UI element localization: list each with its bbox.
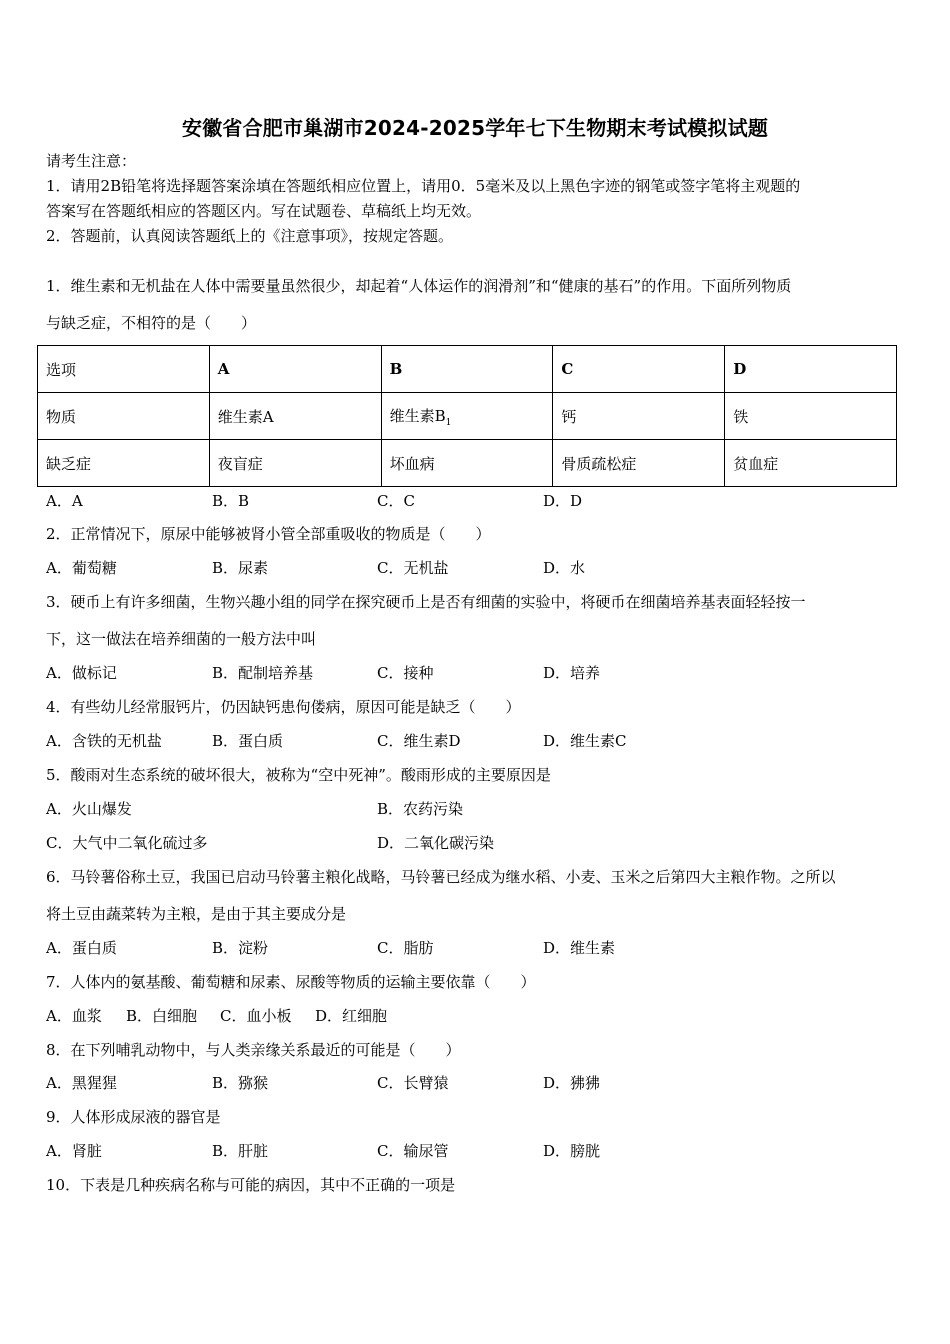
table-cell: C <box>553 346 725 393</box>
q8-stem: 8．在下列哺乳动物中，与人类亲缘关系最近的可能是（ ） <box>46 1041 461 1059</box>
table-cell: 夜盲症 <box>209 440 381 487</box>
q4-option-b: B．蛋白质 <box>212 732 284 750</box>
table-cell: 坏血病 <box>381 440 553 487</box>
q3-option-d: D．培养 <box>543 664 601 682</box>
q2-stem: 2．正常情况下，原尿中能够被肾小管全部重吸收的物质是（ ） <box>46 525 491 543</box>
q3-option-a: A．做标记 <box>46 664 117 682</box>
q9-option-c: C．输尿管 <box>377 1142 449 1160</box>
q6-option-c: C．脂肪 <box>377 939 434 957</box>
table-row <box>38 440 897 487</box>
q7-option-d: D．红细胞 <box>315 1007 388 1025</box>
q4-stem: 4．有些幼儿经常服钙片，仍因缺钙患佝偻病，原因可能是缺乏（ ） <box>46 698 521 716</box>
table-cell: 铁 <box>725 393 897 440</box>
q1-option-a: A．A <box>46 492 83 510</box>
q3-stem-line-1: 3．硬币上有许多细菌，生物兴趣小组的同学在探究硬币上是否有细菌的实验中，将硬币在细菌培养基表面轻轻按一 <box>46 593 806 611</box>
table-cell: 物质 <box>38 393 210 440</box>
table-cell <box>381 393 553 440</box>
q8-option-b: B．猕猴 <box>212 1074 269 1092</box>
q6-option-d: D．维生素 <box>543 939 616 957</box>
q1-table <box>37 345 897 487</box>
q6-stem-line-1: 6．马铃薯俗称土豆，我国已启动马铃薯主粮化战略，马铃薯已经成为继水稻、小麦、玉米之后第四大主粮作物。之所以 <box>46 868 836 886</box>
q5-stem: 5．酸雨对生态系统的破坏很大，被称为“空中死神”。酸雨形成的主要原因是 <box>46 766 551 784</box>
q5-option-d: D．二氧化碳污染 <box>377 834 495 852</box>
q7-option-b: B．白细胞 <box>126 1007 198 1025</box>
q7-stem: 7．人体内的氨基酸、葡萄糖和尿素、尿酸等物质的运输主要依靠（ ） <box>46 973 536 991</box>
notice-line-1: 1．请用2B铅笔将选择题答案涂填在答题纸相应位置上，请用0．5毫米及以上黑色字迹的钢笔或签字笔将主观题的 <box>46 177 801 195</box>
q8-option-a: A．黑猩猩 <box>46 1074 117 1092</box>
q2-option-a: A．葡萄糖 <box>46 559 117 577</box>
q1-option-c: C．C <box>377 492 415 510</box>
subscript: 1 <box>445 417 452 428</box>
q9-option-b: B．肝脏 <box>212 1142 269 1160</box>
q2-option-d: D．水 <box>543 559 586 577</box>
q8-option-d: D．狒狒 <box>543 1074 601 1092</box>
q7-option-c: C．血小板 <box>220 1007 292 1025</box>
notice-line-2: 答案写在答题纸相应的答题区内。写在试题卷、草稿纸上均无效。 <box>46 202 482 220</box>
table-cell: 贫血症 <box>725 440 897 487</box>
q4-option-a: A．含铁的无机盐 <box>46 732 162 750</box>
q2-option-b: B．尿素 <box>212 559 269 577</box>
q7-option-a: A．血浆 <box>46 1007 102 1025</box>
q5-option-c: C．大气中二氧化硫过多 <box>46 834 208 852</box>
cell-text: 维生素B <box>389 406 446 425</box>
q4-option-d: D．维生素C <box>543 732 627 750</box>
q10-stem: 10．下表是几种疾病名称与可能的病因，其中不正确的一项是 <box>46 1176 456 1194</box>
q6-stem-line-2: 将土豆由蔬菜转为主粮，是由于其主要成分是 <box>46 905 347 923</box>
table-cell: 钙 <box>553 393 725 440</box>
page-title: 安徽省合肥市巢湖市2024-2025学年七下生物期末考试模拟试题 <box>181 116 769 140</box>
q5-option-b: B．农药污染 <box>377 800 464 818</box>
q4-option-c: C．维生素D <box>377 732 461 750</box>
q6-option-a: A．蛋白质 <box>46 939 117 957</box>
q9-option-d: D．膀胱 <box>543 1142 601 1160</box>
q1-stem-line-1: 1．维生素和无机盐在人体中需要量虽然很少，却起着“人体运作的润滑剂”和“健康的基石”的作用。下面所列物质 <box>46 277 792 295</box>
q9-option-a: A．肾脏 <box>46 1142 102 1160</box>
table-cell: 选项 <box>38 346 210 393</box>
table-cell: 维生素A <box>209 393 381 440</box>
q1-option-d: D．D <box>543 492 583 510</box>
q1-stem-line-2: 与缺乏症，不相符的是（ ） <box>46 314 257 332</box>
notice-heading: 请考生注意： <box>46 152 137 170</box>
table-row <box>38 346 897 393</box>
q3-option-b: B．配制培养基 <box>212 664 314 682</box>
table-cell: 骨质疏松症 <box>553 440 725 487</box>
q3-stem-line-2: 下，这一做法在培养细菌的一般方法中叫 <box>46 630 317 648</box>
notice-line-3: 2．答题前，认真阅读答题纸上的《注意事项》，按规定答题。 <box>46 227 454 245</box>
q9-stem: 9．人体形成尿液的器官是 <box>46 1108 221 1126</box>
q1-option-b: B．B <box>212 492 250 510</box>
q8-option-c: C．长臂猿 <box>377 1074 449 1092</box>
table-cell: A <box>209 346 381 393</box>
q3-option-c: C．接种 <box>377 664 434 682</box>
q6-option-b: B．淀粉 <box>212 939 269 957</box>
table-row <box>38 393 897 440</box>
q2-option-c: C．无机盐 <box>377 559 449 577</box>
q5-option-a: A．火山爆发 <box>46 800 132 818</box>
table-cell: 缺乏症 <box>38 440 210 487</box>
table-cell: B <box>381 346 553 393</box>
table-cell: D <box>725 346 897 393</box>
